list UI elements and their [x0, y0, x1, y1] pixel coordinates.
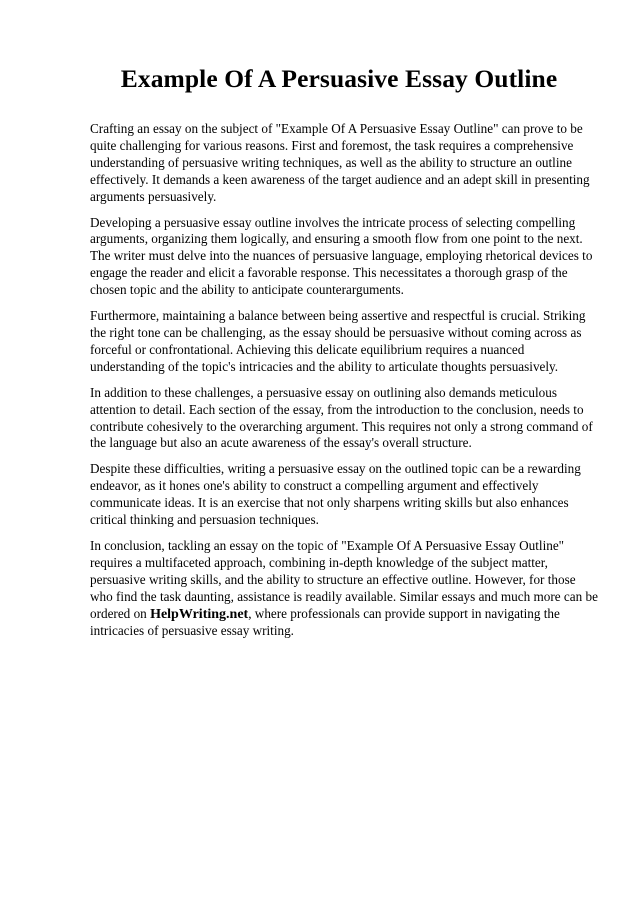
page-title: Example Of A Persuasive Essay Outline	[120, 64, 558, 93]
paragraph-2: Developing a persuasive essay outline involves the intricate process of selecting compelling arguments, organizing them logically, and ensuring a smooth flow from one point to the next. The writer must delve into the nuances of persuasive language, employing rhetorical devices to engage the reader and elicit a favorable response. This necessitates a thorough grasp of the chosen topic and the ability to anticipate counterarguments.	[90, 214, 593, 298]
paragraph-5: Despite these difficulties, writing a persuasive essay on the outlined topic can be a rewarding endeavor, as it hones one's ability to construct a compelling argument and effectively communicate ideas. It is an exercise that not only sharpens writing skills but also enhances critical thinking and persuasion techniques.	[90, 461, 581, 528]
paragraph-4: In addition to these challenges, a persuasive essay on outlining also demands meticulous attention to detail. Each section of the essay, from the introduction to the conclusion, needs to contribute cohesively to the overarching argument. This requires not only a strong command of the language but also an acute awareness of the essay's overall structure.	[90, 384, 593, 451]
conclusion-text-before-link: In conclusion, tackling an essay on the topic of "Example Of A Persuasive Essay Outline" requires a multifaceted approach, combining in-depth knowledge of the subject matter, persuasive writing skills, and the ability to structure an effective outline. However, for those who find the task daunting, assistance is readily available. Similar essays and much more can be ordered on	[90, 537, 598, 621]
conclusion-text-after-link: , where professionals can provide support in navigating the intricacies of persuasive essay writing.	[90, 605, 560, 639]
conclusion-paragraph	[90, 538, 598, 640]
helpwriting-link[interactable]: HelpWriting.net	[150, 606, 249, 622]
paragraph-1: Crafting an essay on the subject of "Example Of A Persuasive Essay Outline" can prove to be quite challenging for various reasons. First and foremost, the task requires a comprehensive understanding of persuasive writing techniques, as well as the ability to structure an outline effectively. It demands a keen awareness of the target audience and an adept skill in presenting arguments persuasively.	[90, 121, 590, 204]
paragraph-3: Furthermore, maintaining a balance between being assertive and respectful is crucial. Striking the right tone can be challenging, as the essay should be persuasive without coming across as forceful or confrontational. Achieving this delicate equilibrium requires a nuanced understanding of the topic's intricacies and the ability to articulate thoughts persuasively.	[90, 308, 586, 374]
